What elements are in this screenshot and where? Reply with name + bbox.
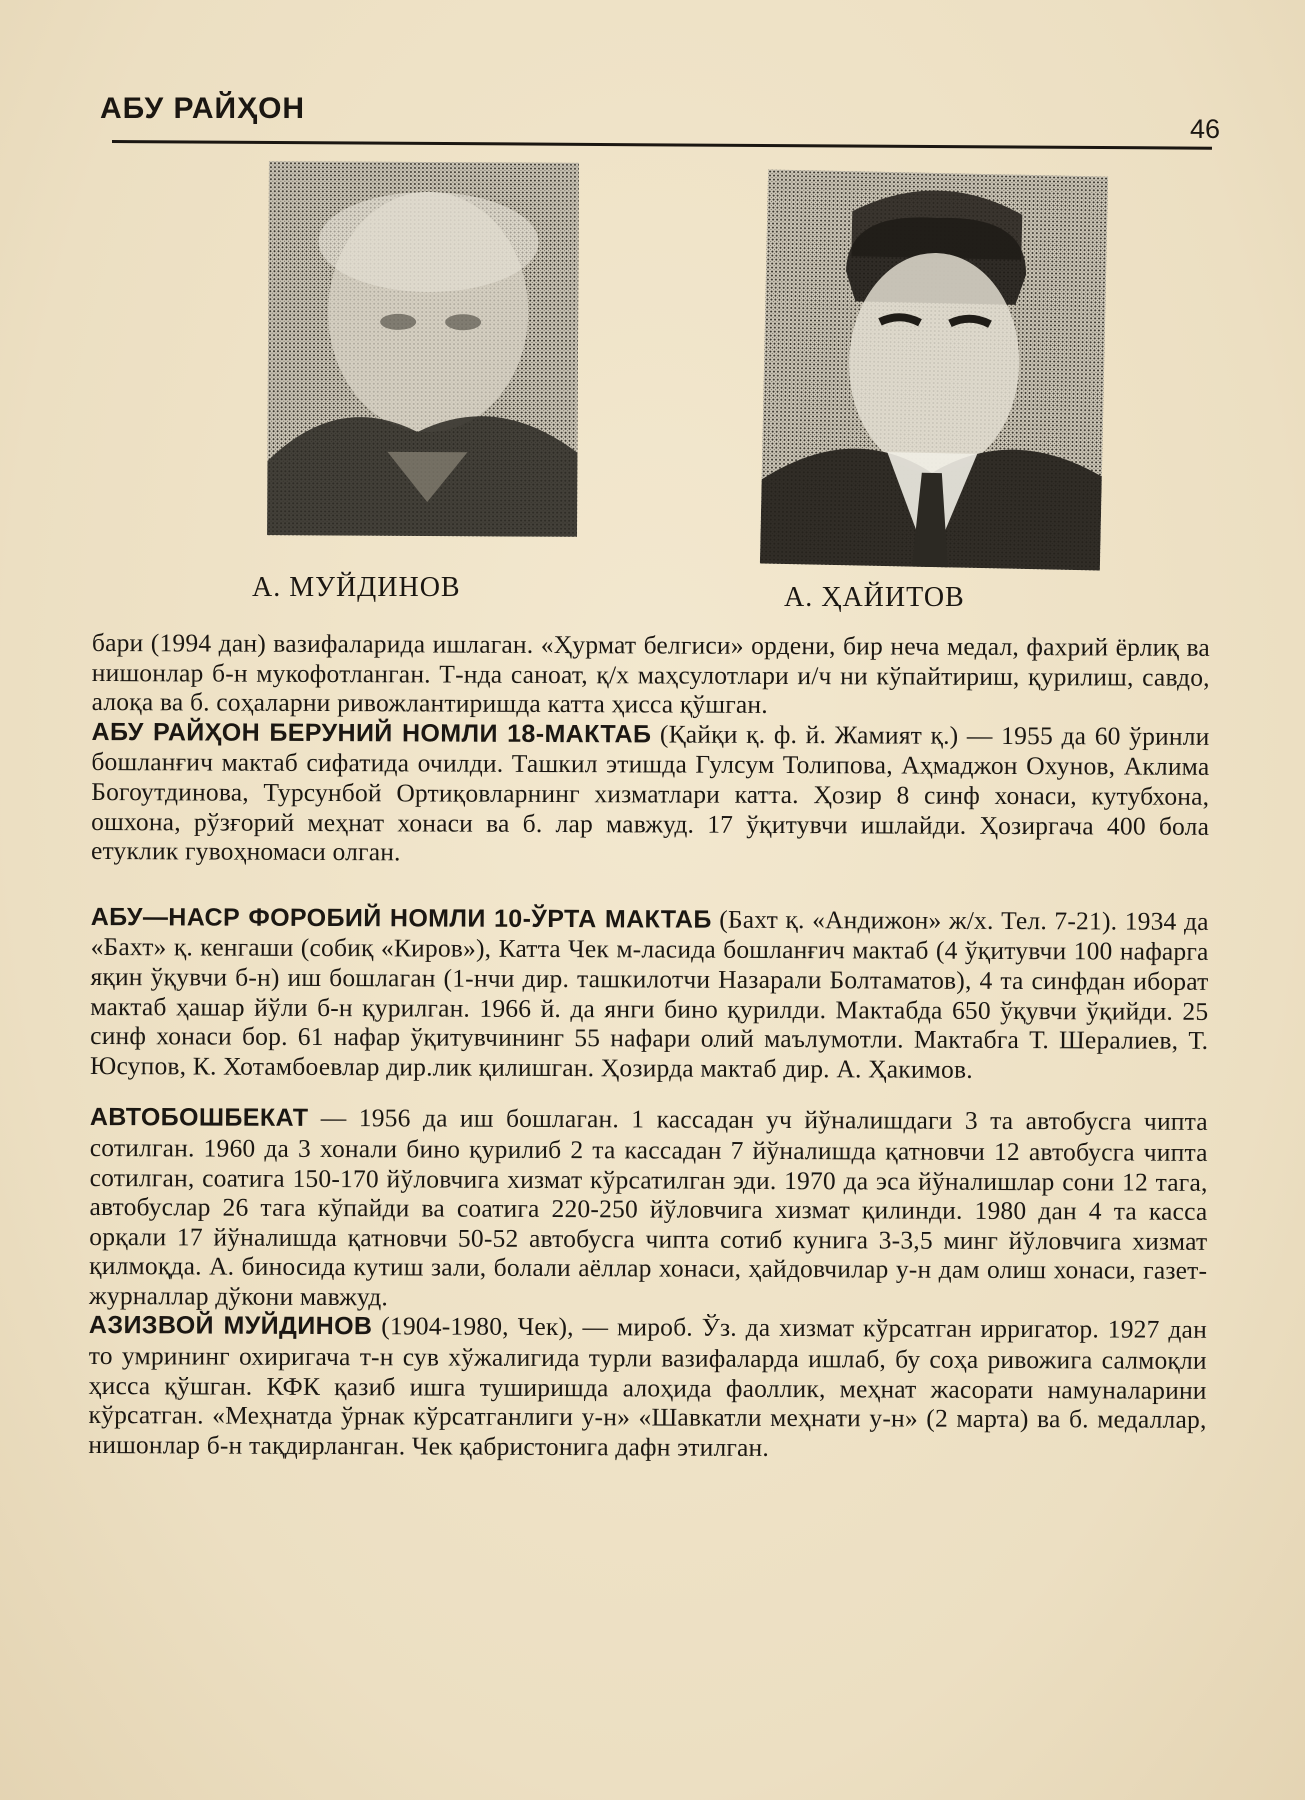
entry-headword: АБУ РАЙҲОН БЕРУНИЙ НОМЛИ 18-МАКТАБ (91, 717, 652, 749)
page-number: 46 (1189, 114, 1220, 144)
entry-body: (Бахт қ. «Андижон» ж/х. Тел. 7-21). 1934 да «Бахт» қ. кенгаши (собиқ «Киров»), Катта Чек м-ласида бошланғич мактаб (4 ўқитувчи 100 нафарга яқин ўқувчи б-н) иш бошлаган (1-нчи дир. ташкилотчи Назарали Болтаматов), 4 та синфдан иборат мактаб ҳашар йўли б-н қурилган. 1966 й. да янги бино қурилди. Мактабда 650 ўқувчи ўқийди. 25 синф хонаси бор. 61 нафар ўқитувчининг 55 нафари олий маълумотли. Мактабга Т. Шералиев, Т. Юсупов, К. Хотамбоевлар дир.лик қилишган. Ҳозирда мактаб дир. А. Ҳакимов. (90, 904, 1209, 1084)
entry-school-18 (91, 717, 1210, 871)
entry-body: — 1956 да иш бошлаган. 1 кассадан уч йўналишдаги 3 та автобусга чипта сотилган. 1960 да 3 хонали бино қурилиб 2 та кассадан 7 йўналишда қатновчи 12 автобусга чипта сотилган, соатига 150-170 йўловчига хизмат кўрсатилган эди. 1970 да эса йўналишлар сони 12 тага, автобуслар 26 тага кўпайди ва соатига 220-250 йўловчига хизмат қилинди. 1980 дан 4 та касса орқали 17 йўналишда қатновчи 50-52 автобусга чипта сотиб кунига 3-3,5 минг йўловчига хизмат қилмоқда. А. биносида кутиш зали, болали аёллар хонаси, ҳайдовчилар у-н дам олиш хонаси, газет-журналлар дўкони мавжуд. (89, 1103, 1208, 1312)
article-text (88, 628, 1210, 1464)
entry-headword: АВТОБОШБЕКАТ (89, 1103, 309, 1133)
portrait-photo-muydinov (267, 161, 579, 537)
entry-body: (Қайқи қ. ф. й. Жамият қ.) — 1955 да 60 ўринли бошланғич мактаб сифатида очилди. Ташкил этишда Гулсум Толипова, Аҳмаджон Охунов, Аклима Богоутдинова, Турсунбой Ортиқовларнинг хизматлари катта. Ҳозир 8 синф хонаси, кутубхона, ошхона, рўзғорий меҳнат хонаси ва б. лар мавжуд. 17 ўқитувчи ишлайди. Ҳозиргача 400 бола етуклик гувоҳномаси олган. (90, 719, 1210, 867)
intro-paragraph: бари (1994 дан) вазифаларида ишлаган. «Ҳурмат белгиси» ордени, бир неча медал, фахрий ёрлиқ ва нишонлар б-н мукофотланган. Т-нда саноат, қ/х маҳсулотлари и/ч ни кўпайтириш, қурилиш, савдо, алоқа ва б. соҳаларни ривожлантиришда катта ҳисса қўшган. (91, 628, 1210, 720)
entry-school-10 (90, 902, 1209, 1085)
entry-headword: АЗИЗВОЙ МУЙДИНОВ (88, 1311, 373, 1341)
entry-headword: АБУ—НАСР ФОРОБИЙ НОМЛИ 10-ЎРТА МАКТАБ (90, 902, 712, 934)
photo-caption-1: А. МУЙДИНОВ (252, 572, 461, 603)
entry-azizvoy-muydinov (88, 1310, 1207, 1464)
entry-bus-station (89, 1102, 1208, 1315)
running-title: АБУ РАЙҲОН (100, 92, 306, 125)
header-rule (112, 140, 1212, 150)
photo-caption-2: А. ҲАЙИТОВ (784, 582, 965, 613)
portrait-photo-hayitov (760, 169, 1108, 570)
entry-body: (1904-1980, Чек), — мироб. Ўз. да хизмат кўрсатган ирригатор. 1927 дан то умрининг охиригача т-н сув хўжалигида турли вазифаларда ишлаб, бу соҳа ривожига салмоқли ҳисса қўшган. КФК қазиб ишга туширишда алоҳида фаоллик, меҳнат жасорати намуналарини кўрсатган. «Меҳнатда ўрнак кўрсатганлиги у-н» «Шавкатли меҳнати у-н» (2 марта) ва б. медаллар, нишонлар б-н тақдирланган. Чек қабристонига дафн этилган. (88, 1311, 1208, 1462)
page-header (100, 88, 1220, 158)
